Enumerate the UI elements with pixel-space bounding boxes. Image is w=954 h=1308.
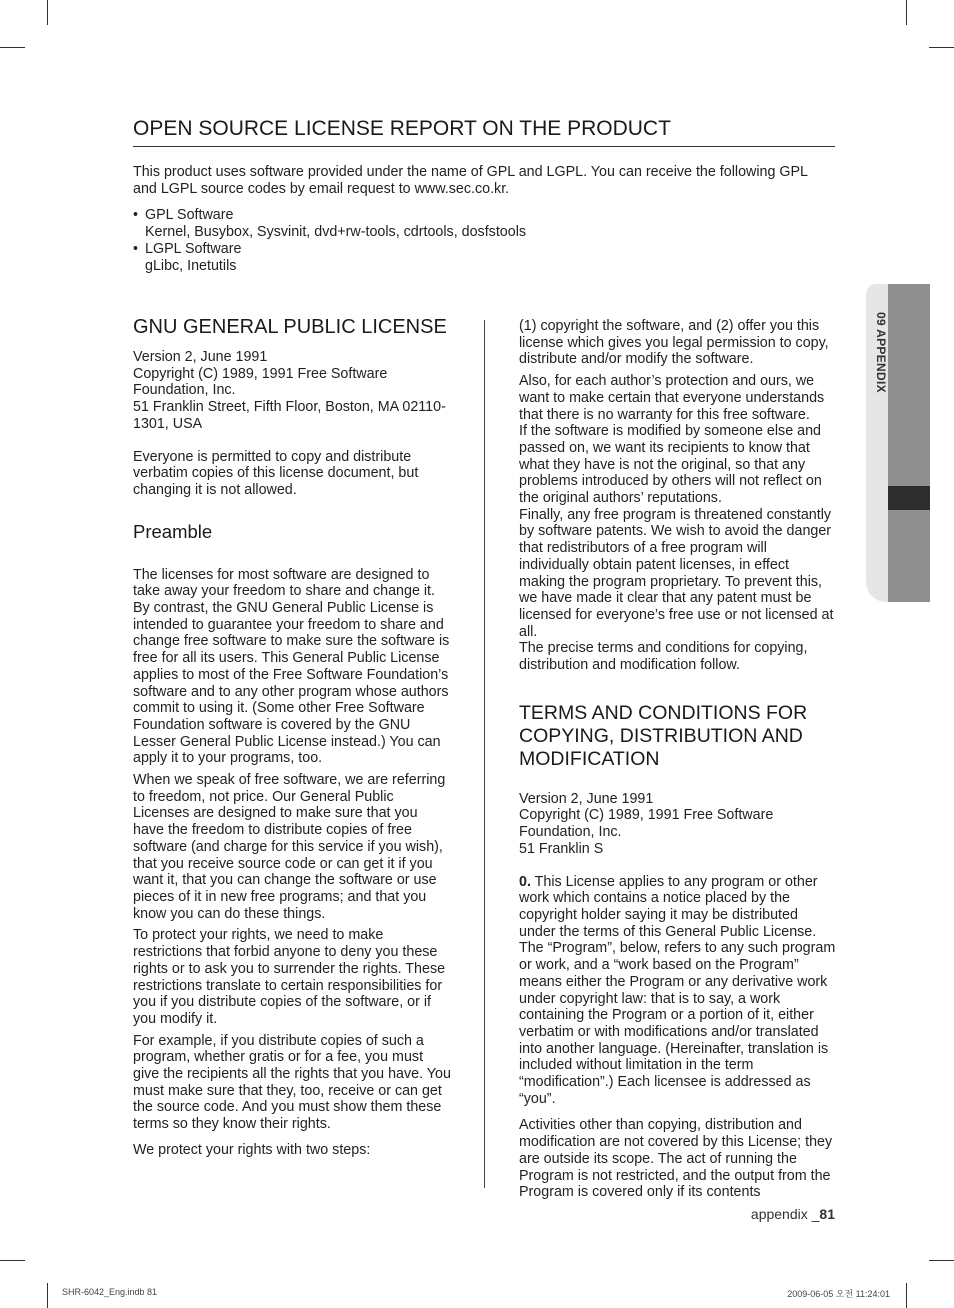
crop-mark (0, 1260, 25, 1261)
crop-mark (906, 1283, 907, 1308)
page-title: OPEN SOURCE LICENSE REPORT ON THE PRODUCT (133, 117, 835, 147)
list-item (133, 241, 835, 275)
section-tab-label: 09 APPENDIX (874, 312, 888, 393)
version-line: 51 Franklin S (519, 840, 604, 857)
paragraph: If the software is modified by someone else and passed on, we want its recipients to know that what they have is not the original, so that any problems introduced by others will not reflect on the original authors’ reputations. (519, 423, 822, 507)
clause-number: 0. (519, 873, 531, 890)
paragraph: Also, for each author’s protection and ours, we want to make certain that everyone understands that there is no warranty for this free software. (519, 373, 825, 423)
footer-file: SHR-6042_Eng.indb 81 (62, 1287, 158, 1297)
crop-mark (929, 47, 954, 48)
list-item-detail: Kernel, Busybox, Sysvinit, dvd+rw-tools, cdrtools, dosfstools (145, 224, 527, 240)
spacer (133, 433, 451, 449)
paragraph: Finally, any free program is threatened constantly by software patents. We wish to avoid the danger that redistributors of a free program will individually obtain patent licenses, in effect making the program proprietary. To prevent this, we have made it clear that any patent must be licensed for everyone’s free use or not licensed at all. (519, 506, 834, 640)
section-heading: GNU GENERAL PUBLIC LICENSE (133, 316, 447, 338)
paragraph: To protect your rights, we need to make restrictions that forbid anyone to deny you these rights or to ask you to surrender the rights. These restrictions translate to certain responsibilities for you if you distribute copies of the software, or if you modify it. (133, 927, 446, 1027)
left-column (133, 316, 451, 1164)
crop-mark (906, 0, 907, 25)
software-list (133, 207, 835, 275)
version-line: Version 2, June 1991 (519, 790, 654, 807)
version-line: Copyright (C) 1989, 1991 Free Software Foundation, Inc. (133, 365, 388, 399)
version-line: Copyright (C) 1989, 1991 Free Software Foundation, Inc. (519, 807, 774, 841)
paragraph: Activities other than copying, distribution and modification are not covered by this License; they are outside its scope. The act of running the Program is not restricted, and the output from the Program is covered only if its contents (519, 1117, 833, 1201)
crop-mark (47, 1283, 48, 1308)
crop-mark (47, 0, 48, 25)
permission-text: Everyone is permitted to copy and distribute verbatim copies of this license document, but changing it is not allowed. (133, 448, 419, 498)
paragraph: The licenses for most software are designed to take away your freedom to share and change it. By contrast, the GNU General Public License is intended to guarantee your freedom to share and change free software to make sure the software is free for all its users. This General Public License applies to most of the Free Software Foundation’s software and to any other program whose authors commit to using it. (Some other Free Software Foundation software is covered by the GNU Lesser General Public License instead.) You can apply it to your programs, too. (133, 566, 450, 767)
section-tab-strip (888, 284, 930, 602)
section-tab-marker (888, 486, 930, 510)
right-column (519, 318, 837, 1206)
preamble-heading: Preamble (133, 520, 213, 542)
version-line: Version 2, June 1991 (133, 349, 268, 365)
page-label: appendix _ (750, 1206, 820, 1222)
paragraph: The precise terms and conditions for copying, distribution and modification follow. (519, 640, 808, 674)
crop-mark (929, 1260, 954, 1261)
paragraph: For example, if you distribute copies of such a program, whether gratis or for a fee, you must give the recipients all the rights that you have. You must make sure that they, too, receive or can get the source code. And you must show them these terms so they know their rights. (133, 1032, 451, 1133)
footer-timestamp: 2009-06-05 오전 11:24:01 (787, 1289, 890, 1299)
version-line: 51 Franklin Street, Fifth Floor, Boston, MA 02110-1301, USA (133, 399, 446, 432)
list-item-label: • LGPL Software (145, 241, 242, 257)
intro-text: This product uses software provided under the name of GPL and LGPL. You can receive the following GPL and LGPL source codes by email request to www.sec.co.kr. (133, 164, 808, 197)
paragraph: (1) copyright the software, and (2) offer you this license which gives you legal permission to copy, distribute and/or modify the software. (519, 318, 829, 368)
terms-heading: TERMS AND CONDITIONS FOR COPYING, DISTRIBUTION AND MODIFICATION (519, 701, 808, 770)
list-item-label: • GPL Software (145, 207, 234, 223)
clause-0 (519, 874, 837, 1108)
page-number-value: 81 (819, 1206, 835, 1222)
list-item (133, 207, 835, 241)
crop-mark (0, 47, 25, 48)
intro-section (133, 164, 835, 275)
clause-text: This License applies to any program or other work which contains a notice placed by the copyright holder saying it may be distributed under the terms of this General Public License. The “Program”, below, refers to any such program or work, and a “work based on the Program” means either the Program or any derivative work under copyright law: that is to say, a work containing the Program or a portion of it, either verbatim or with modifications and/or translated into another language. (Hereinafter, translation is included without limitation in the term “modification”.) Each licensee is addressed as “you”. (519, 873, 836, 1107)
list-item-detail: gLibc, Inetutils (145, 258, 237, 274)
column-divider (484, 320, 485, 1188)
spacer (519, 858, 837, 874)
page-number (751, 1206, 835, 1222)
paragraph: We protect your rights with two steps: (133, 1141, 371, 1158)
paragraph: When we speak of free software, we are referring to freedom, not price. Our General Public Licenses are designed to make sure that you have the freedom to distribute copies of free software (and charge for this service if you wish), that you receive source code or can get it if you want it, that you can change the software or use pieces of it in new free programs; and that you know you can do these things. (133, 772, 446, 922)
